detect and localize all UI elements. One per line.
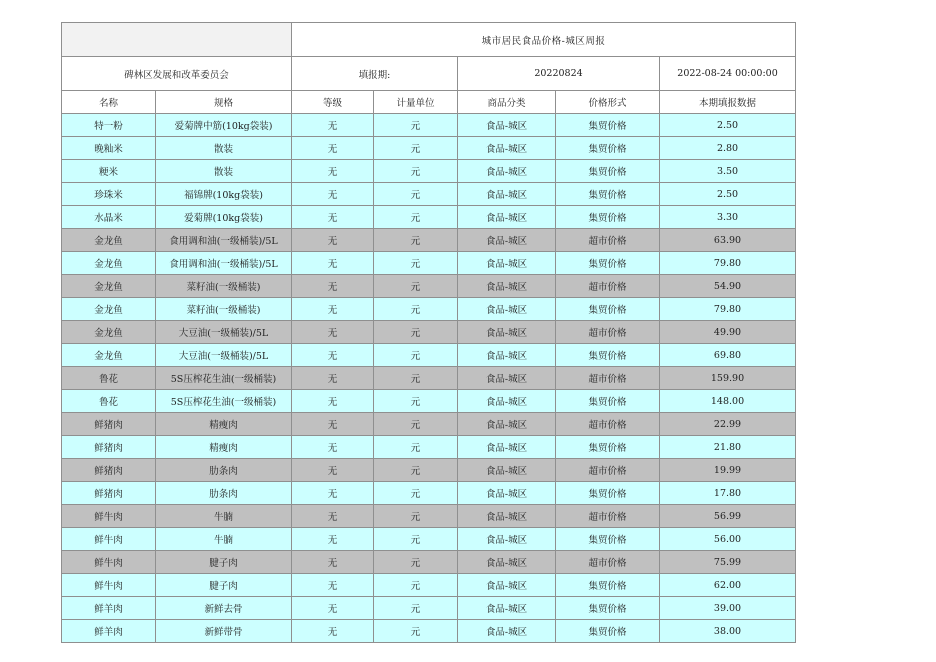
table-row: [62, 160, 796, 183]
cell-value: 69.80: [660, 344, 796, 367]
cell-category: 食品-城区: [458, 344, 556, 367]
cell-value: 148.00: [660, 390, 796, 413]
cell-spec: 菜籽油(一级桶装): [156, 275, 292, 298]
cell-category: 食品-城区: [458, 229, 556, 252]
col-header-value: 本期填报数据: [660, 91, 796, 114]
cell-category: 食品-城区: [458, 275, 556, 298]
cell-unit: 元: [374, 390, 458, 413]
cell-price-form: 集贸价格: [556, 436, 660, 459]
cell-value: 56.00: [660, 528, 796, 551]
cell-name: 鲜牛肉: [62, 505, 156, 528]
cell-value: 56.99: [660, 505, 796, 528]
table-row: [62, 137, 796, 160]
price-report-table: [61, 22, 796, 643]
table-row: [62, 505, 796, 528]
cell-value: 159.90: [660, 367, 796, 390]
cell-grade: 无: [292, 206, 374, 229]
col-header-unit: 计量单位: [374, 91, 458, 114]
table-row: [62, 551, 796, 574]
cell-unit: 元: [374, 183, 458, 206]
cell-grade: 无: [292, 597, 374, 620]
cell-price-form: 超市价格: [556, 275, 660, 298]
cell-grade: 无: [292, 551, 374, 574]
cell-value: 38.00: [660, 620, 796, 643]
cell-unit: 元: [374, 160, 458, 183]
cell-name: 金龙鱼: [62, 229, 156, 252]
cell-unit: 元: [374, 436, 458, 459]
cell-category: 食品-城区: [458, 252, 556, 275]
cell-spec: 大豆油(一级桶装)/5L: [156, 321, 292, 344]
cell-unit: 元: [374, 482, 458, 505]
col-header-name: 名称: [62, 91, 156, 114]
cell-grade: 无: [292, 620, 374, 643]
cell-unit: 元: [374, 298, 458, 321]
cell-name: 金龙鱼: [62, 298, 156, 321]
cell-unit: 元: [374, 206, 458, 229]
cell-grade: 无: [292, 229, 374, 252]
cell-value: 79.80: [660, 252, 796, 275]
cell-grade: 无: [292, 321, 374, 344]
cell-name: 鲜猪肉: [62, 413, 156, 436]
cell-unit: 元: [374, 252, 458, 275]
cell-price-form: 集贸价格: [556, 482, 660, 505]
table-row: [62, 528, 796, 551]
cell-spec: 腱子肉: [156, 551, 292, 574]
cell-unit: 元: [374, 344, 458, 367]
cell-spec: 大豆油(一级桶装)/5L: [156, 344, 292, 367]
cell-price-form: 集贸价格: [556, 528, 660, 551]
table-row: [62, 344, 796, 367]
cell-grade: 无: [292, 114, 374, 137]
cell-category: 食品-城区: [458, 390, 556, 413]
cell-unit: 元: [374, 137, 458, 160]
fill-period-value: 20220824: [458, 57, 660, 91]
cell-spec: 5S压榨花生油(一级桶装): [156, 390, 292, 413]
cell-name: 珍珠米: [62, 183, 156, 206]
cell-grade: 无: [292, 459, 374, 482]
cell-name: 特一粉: [62, 114, 156, 137]
cell-value: 3.50: [660, 160, 796, 183]
cell-price-form: 集贸价格: [556, 344, 660, 367]
cell-spec: 食用调和油(一级桶装)/5L: [156, 229, 292, 252]
table-row: [62, 574, 796, 597]
cell-name: 鲁花: [62, 367, 156, 390]
cell-grade: 无: [292, 160, 374, 183]
cell-category: 食品-城区: [458, 183, 556, 206]
cell-unit: 元: [374, 229, 458, 252]
cell-unit: 元: [374, 551, 458, 574]
cell-spec: 爱菊牌(10kg袋装): [156, 206, 292, 229]
cell-spec: 散装: [156, 137, 292, 160]
cell-value: 49.90: [660, 321, 796, 344]
cell-unit: 元: [374, 505, 458, 528]
cell-grade: 无: [292, 367, 374, 390]
cell-name: 金龙鱼: [62, 321, 156, 344]
cell-unit: 元: [374, 528, 458, 551]
table-row: [62, 275, 796, 298]
cell-price-form: 集贸价格: [556, 137, 660, 160]
cell-category: 食品-城区: [458, 459, 556, 482]
cell-price-form: 集贸价格: [556, 597, 660, 620]
cell-name: 晚籼米: [62, 137, 156, 160]
cell-price-form: 集贸价格: [556, 160, 660, 183]
cell-unit: 元: [374, 321, 458, 344]
cell-unit: 元: [374, 574, 458, 597]
cell-category: 食品-城区: [458, 505, 556, 528]
organization-name: 碑林区发展和改革委员会: [62, 57, 292, 91]
cell-grade: 无: [292, 183, 374, 206]
cell-price-form: 超市价格: [556, 367, 660, 390]
cell-name: 鲜牛肉: [62, 528, 156, 551]
table-row: [62, 436, 796, 459]
blank-header-cell: [62, 23, 292, 57]
col-header-grade: 等级: [292, 91, 374, 114]
cell-value: 3.30: [660, 206, 796, 229]
cell-value: 39.00: [660, 597, 796, 620]
cell-price-form: 集贸价格: [556, 574, 660, 597]
cell-grade: 无: [292, 344, 374, 367]
cell-category: 食品-城区: [458, 551, 556, 574]
cell-price-form: 集贸价格: [556, 252, 660, 275]
cell-spec: 福锦牌(10kg袋装): [156, 183, 292, 206]
cell-value: 75.99: [660, 551, 796, 574]
table-row: [62, 298, 796, 321]
report-title: 城市居民食品价格-城区周报: [292, 23, 796, 57]
column-header-row: [62, 91, 796, 114]
cell-grade: 无: [292, 482, 374, 505]
cell-price-form: 超市价格: [556, 505, 660, 528]
cell-name: 金龙鱼: [62, 275, 156, 298]
cell-category: 食品-城区: [458, 482, 556, 505]
cell-name: 金龙鱼: [62, 252, 156, 275]
cell-price-form: 超市价格: [556, 321, 660, 344]
table-row: [62, 367, 796, 390]
cell-name: 鲜牛肉: [62, 551, 156, 574]
cell-price-form: 集贸价格: [556, 114, 660, 137]
cell-name: 鲜羊肉: [62, 597, 156, 620]
cell-price-form: 集贸价格: [556, 390, 660, 413]
cell-spec: 腱子肉: [156, 574, 292, 597]
table-row: [62, 183, 796, 206]
col-header-spec: 规格: [156, 91, 292, 114]
cell-price-form: 集贸价格: [556, 183, 660, 206]
cell-name: 鲜猪肉: [62, 482, 156, 505]
cell-name: 水晶米: [62, 206, 156, 229]
cell-grade: 无: [292, 137, 374, 160]
cell-category: 食品-城区: [458, 298, 556, 321]
cell-unit: 元: [374, 620, 458, 643]
cell-grade: 无: [292, 413, 374, 436]
cell-value: 63.90: [660, 229, 796, 252]
cell-price-form: 超市价格: [556, 459, 660, 482]
cell-spec: 牛腩: [156, 528, 292, 551]
cell-name: 鲜羊肉: [62, 620, 156, 643]
table-row: [62, 597, 796, 620]
cell-category: 食品-城区: [458, 528, 556, 551]
cell-spec: 牛腩: [156, 505, 292, 528]
cell-grade: 无: [292, 574, 374, 597]
col-header-category: 商品分类: [458, 91, 556, 114]
cell-price-form: 超市价格: [556, 413, 660, 436]
cell-value: 2.50: [660, 114, 796, 137]
cell-price-form: 超市价格: [556, 229, 660, 252]
cell-grade: 无: [292, 390, 374, 413]
cell-name: 鲜猪肉: [62, 436, 156, 459]
cell-spec: 食用调和油(一级桶装)/5L: [156, 252, 292, 275]
cell-grade: 无: [292, 528, 374, 551]
cell-unit: 元: [374, 413, 458, 436]
cell-unit: 元: [374, 459, 458, 482]
col-header-price-form: 价格形式: [556, 91, 660, 114]
cell-spec: 菜籽油(一级桶装): [156, 298, 292, 321]
cell-category: 食品-城区: [458, 436, 556, 459]
cell-value: 2.80: [660, 137, 796, 160]
table-row: [62, 321, 796, 344]
cell-name: 鲁花: [62, 390, 156, 413]
cell-name: 鲜牛肉: [62, 574, 156, 597]
cell-spec: 精瘦肉: [156, 436, 292, 459]
cell-category: 食品-城区: [458, 206, 556, 229]
cell-name: 金龙鱼: [62, 344, 156, 367]
table-row: [62, 229, 796, 252]
cell-price-form: 集贸价格: [556, 206, 660, 229]
cell-unit: 元: [374, 275, 458, 298]
cell-unit: 元: [374, 597, 458, 620]
cell-value: 21.80: [660, 436, 796, 459]
cell-spec: 新鲜带骨: [156, 620, 292, 643]
cell-value: 54.90: [660, 275, 796, 298]
table-row: [62, 413, 796, 436]
cell-spec: 肋条肉: [156, 459, 292, 482]
cell-category: 食品-城区: [458, 367, 556, 390]
cell-category: 食品-城区: [458, 620, 556, 643]
table-row: [62, 390, 796, 413]
cell-category: 食品-城区: [458, 597, 556, 620]
cell-spec: 精瘦肉: [156, 413, 292, 436]
table-row: [62, 459, 796, 482]
fill-period-label: 填报期:: [292, 57, 458, 91]
table-row: [62, 620, 796, 643]
cell-name: 鲜猪肉: [62, 459, 156, 482]
cell-grade: 无: [292, 298, 374, 321]
cell-unit: 元: [374, 114, 458, 137]
cell-grade: 无: [292, 436, 374, 459]
cell-category: 食品-城区: [458, 160, 556, 183]
cell-spec: 新鲜去骨: [156, 597, 292, 620]
cell-value: 17.80: [660, 482, 796, 505]
cell-unit: 元: [374, 367, 458, 390]
cell-value: 19.99: [660, 459, 796, 482]
cell-spec: 散装: [156, 160, 292, 183]
cell-value: 2.50: [660, 183, 796, 206]
table-row: [62, 482, 796, 505]
cell-category: 食品-城区: [458, 574, 556, 597]
cell-grade: 无: [292, 252, 374, 275]
table-row: [62, 206, 796, 229]
cell-price-form: 集贸价格: [556, 298, 660, 321]
cell-grade: 无: [292, 505, 374, 528]
cell-value: 79.80: [660, 298, 796, 321]
cell-category: 食品-城区: [458, 137, 556, 160]
cell-name: 粳米: [62, 160, 156, 183]
report-datetime: 2022-08-24 00:00:00: [660, 57, 796, 91]
cell-category: 食品-城区: [458, 413, 556, 436]
cell-spec: 5S压榨花生油(一级桶装): [156, 367, 292, 390]
cell-grade: 无: [292, 275, 374, 298]
cell-spec: 爱菊牌中筋(10kg袋装): [156, 114, 292, 137]
table-row: [62, 252, 796, 275]
table-row: [62, 114, 796, 137]
cell-value: 22.99: [660, 413, 796, 436]
cell-category: 食品-城区: [458, 114, 556, 137]
cell-category: 食品-城区: [458, 321, 556, 344]
cell-value: 62.00: [660, 574, 796, 597]
cell-price-form: 超市价格: [556, 551, 660, 574]
cell-price-form: 集贸价格: [556, 620, 660, 643]
cell-spec: 肋条肉: [156, 482, 292, 505]
